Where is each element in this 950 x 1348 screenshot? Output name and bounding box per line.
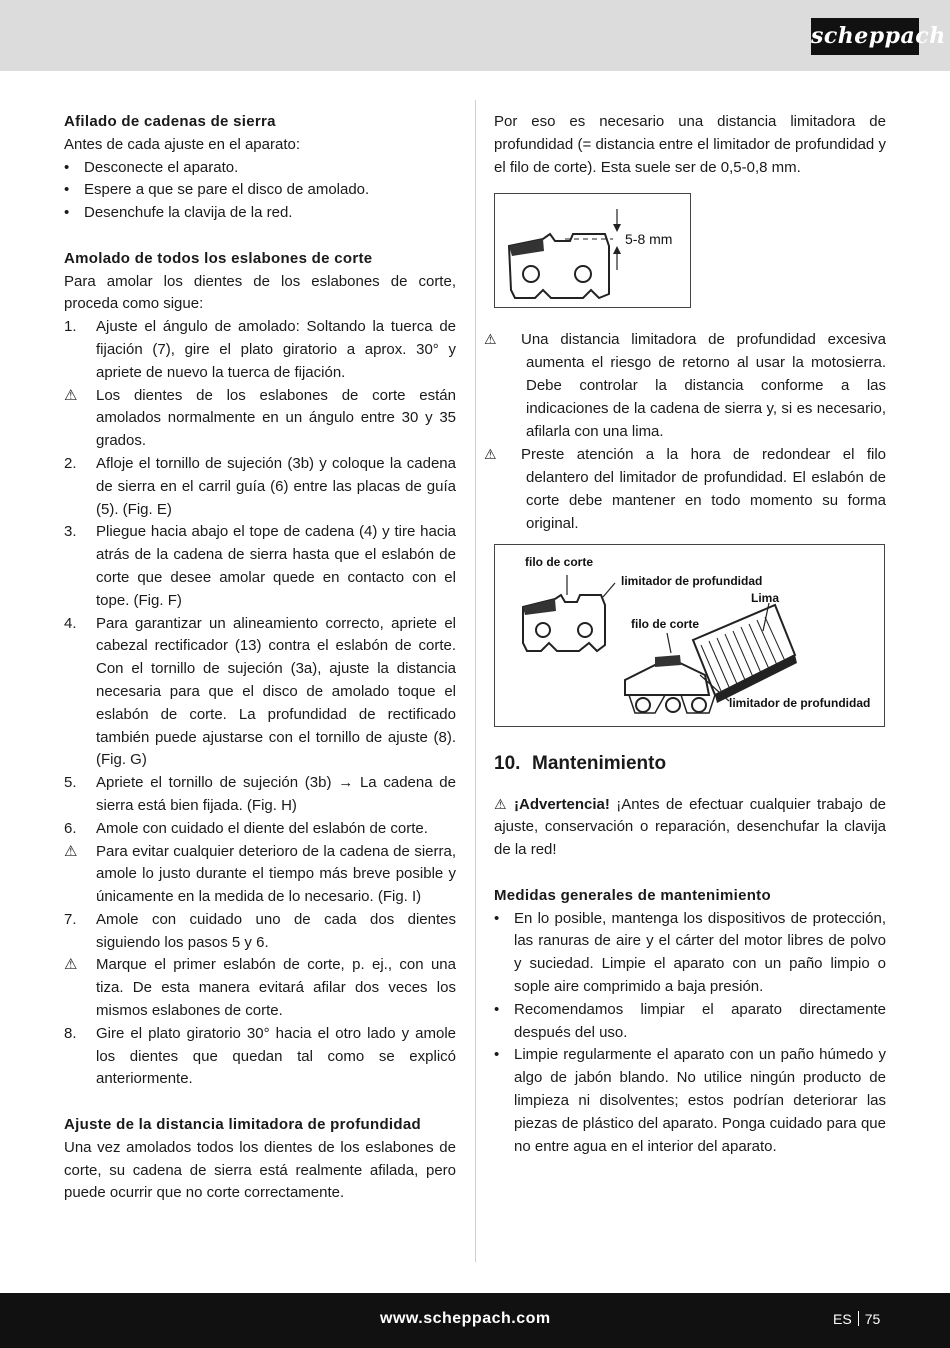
warning-depth-excessive: ⚠ Una distancia limitadora de profundidad excesiva aumenta el riesgo de retorno al usar la motosierra. Debe controlar la distancia conforme a las indicaciones de la cadena de sierra y, si es necesario, afilarla con una lima. xyxy=(494,328,886,443)
chain-link-drawing xyxy=(495,194,692,309)
cutting-edge-label: filo de corte xyxy=(631,616,700,631)
list-item: • Recomendamos limpiar el aparato directamente después del uso. xyxy=(494,1000,886,1041)
step-item: 7. Amole con cuidado uno de cada dos dientes siguiendo los pasos 5 y 6. xyxy=(64,910,456,951)
depth-gauge-intro: Por eso es necesario una distancia limitadora de profundidad (= distancia entre el limitador de profundidad y el filo de corte). Esta suele ser de 0,5-0,8 mm. xyxy=(494,113,886,176)
step-item: 5. Apriete el tornillo de sujeción (3b) → La cadena de sierra está bien fijada. (Fig. H) xyxy=(64,774,456,814)
list-item: • Limpie regularmente el aparato con un paño húmedo y algo de jabón blando. No utilice ningún producto de limpieza ni disolventes; estos podrían deteriorar las piezas de plástico del aparato. Ponga cuidado para que no entre agua en el interior del aparato. xyxy=(494,1046,886,1155)
step-item: 4. Para garantizar un alineamiento correcto, apriete el cabezal rectificador (13) contra el eslabón de corte. Con el tornillo de sujeción (3a), ajuste la distancia necesaria para que el disco de amolado toque el eslabón de corte. La profundidad de rectificado también puede ajustarse con el tornillo de ajuste (8). (Fig. G) xyxy=(64,614,456,769)
warning-icon: ⚠ xyxy=(484,331,497,348)
section-heading-sharpening: Afilado de cadenas de sierra xyxy=(64,113,276,130)
depth-limiter-label: limitador de profundidad xyxy=(621,573,763,588)
step-item: 3. Pliegue hacia abajo el tope de cadena (4) y tire hacia atrás de la cadena de sierra hasta que el eslabón de corte que desee amolar quede en contacto con el tope. (Fig. F) xyxy=(64,523,456,609)
depth-distance-figure xyxy=(494,193,691,308)
section-heading-general-maintenance: Medidas generales de mantenimiento xyxy=(494,886,771,904)
file-label: Lima xyxy=(751,590,780,605)
footer-website: www.scheppach.com xyxy=(380,1310,551,1327)
list-item: • Desenchufe la clavija de la red. xyxy=(64,204,293,222)
sharpening-intro: Antes de cada ajuste en el aparato: xyxy=(64,135,301,153)
section-heading-depth-gauge: Ajuste de la distancia limitadora de profundidad xyxy=(64,1116,421,1134)
warning-icon: ⚠ xyxy=(484,446,497,463)
file-sharpening-figure xyxy=(494,544,885,727)
depth-gauge-text: Una vez amolados todos los dientes de los eslabones de corte, su cadena de sierra está realmente afilada, pero puede ocurrir que no corte correctamente. xyxy=(64,1138,456,1202)
step-warning: ⚠ Marque el primer eslabón de corte, p. ej., con una tiza. De esta manera evitará afilar dos veces los mismos eslabones de corte. xyxy=(64,956,456,1020)
list-item: • Espere a que se pare el disco de amolado. xyxy=(64,181,370,199)
section-title-maintenance: 10. Mantenimiento xyxy=(494,752,667,774)
step-item: 6. Amole con cuidado el diente del eslabón de corte. xyxy=(64,819,428,837)
scheppach-logo: scheppach xyxy=(811,18,919,55)
right-column xyxy=(484,111,886,1158)
step-warning: ⚠ Los dientes de los eslabones de corte están amolados normalmente en un ángulo entre 30 y 35 grados. xyxy=(64,386,456,450)
warning-icon: ⚠ xyxy=(64,842,78,860)
cutting-edge-label: filo de corte xyxy=(525,554,594,569)
depth-distance-label: 5-8 mm xyxy=(625,231,673,248)
step-item: 8. Gire el plato giratorio 30° hacia el otro lado y amole los dientes que quedan tal como se explicó anteriormente. xyxy=(64,1024,456,1088)
column-divider xyxy=(475,100,476,1262)
warning-icon: ⚠ xyxy=(64,956,78,974)
step-item: 2. Afloje el tornillo de sujeción (3b) y coloque la cadena de sierra en el carril guía (6) entre las placas de guía (5). (Fig. E) xyxy=(64,454,456,518)
warning-icon: ⚠ xyxy=(494,795,507,812)
section-heading-grinding: Amolado de todos los eslabones de corte xyxy=(64,249,373,267)
grinding-intro: Para amolar los dientes de los eslabones de corte, proceda como sigue: xyxy=(64,272,456,313)
left-column xyxy=(64,111,456,1205)
list-item: • En lo posible, mantenga los dispositivos de protección, las ranuras de aire y el cárter del motor libres de polvo y suciedad. Limpie el aparato con un paño limpio o sople aire comprimido a baja presión. xyxy=(494,909,886,995)
step-item: 1. Ajuste el ángulo de amolado: Soltando la tuerca de fijación (7), gire el plato giratorio a aprox. 30° y apriete de nuevo la tuerca de fijación. xyxy=(64,318,456,381)
list-item: • Desconecte el aparato. xyxy=(64,158,239,176)
footer-page-number: ES 75 xyxy=(833,1311,881,1327)
warning-icon: ⚠ xyxy=(64,386,78,404)
page-footer xyxy=(0,1293,950,1348)
step-warning: ⚠ Para evitar cualquier deterioro de la cadena de sierra, amole lo justo durante el tiempo más breve posible y únicamente en la medida de lo necesario. (Fig. I) xyxy=(64,842,456,906)
maintenance-warning: ⚠ ¡Advertencia! ¡Antes de efectuar cualquier trabajo de ajuste, conservación o reparación, desenchufar la clavija de la red! xyxy=(494,793,886,862)
page-header xyxy=(0,0,950,71)
depth-limiter-label: limitador de profundidad xyxy=(729,695,871,710)
warning-rounding: ⚠ Preste atención a la hora de redondear el filo delantero del limitador de profundidad. El eslabón de corte debe mantener en todo momento su forma original. xyxy=(494,443,886,535)
